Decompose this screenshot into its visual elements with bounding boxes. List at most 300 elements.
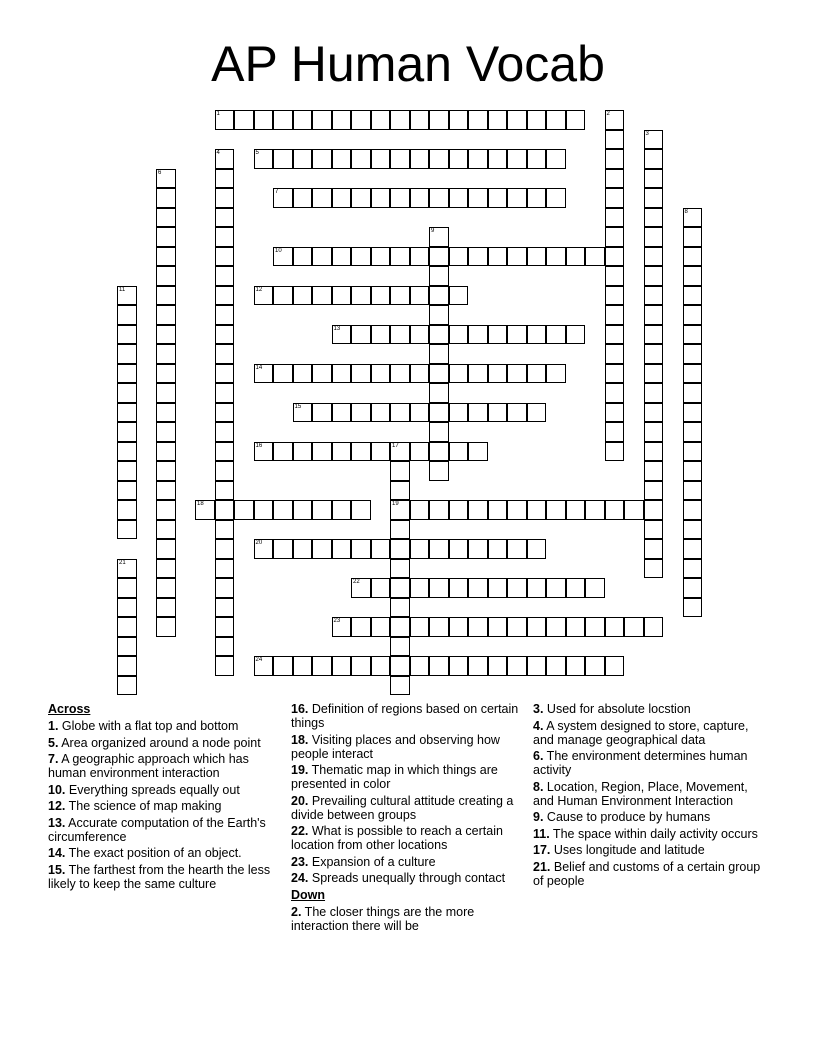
grid-cell[interactable] xyxy=(683,208,703,228)
grid-cell[interactable] xyxy=(351,149,371,169)
grid-cell[interactable] xyxy=(156,227,176,247)
grid-cell[interactable] xyxy=(215,325,235,345)
grid-cell[interactable] xyxy=(273,247,293,267)
grid-cell[interactable] xyxy=(351,578,371,598)
grid-cell[interactable] xyxy=(429,227,449,247)
grid-cell[interactable] xyxy=(351,403,371,423)
grid-cell[interactable] xyxy=(371,110,391,130)
grid-cell[interactable] xyxy=(683,598,703,618)
grid-cell[interactable] xyxy=(351,110,371,130)
grid-cell[interactable] xyxy=(390,461,410,481)
grid-cell[interactable] xyxy=(351,325,371,345)
grid-cell[interactable] xyxy=(468,325,488,345)
grid-cell[interactable] xyxy=(468,110,488,130)
grid-cell[interactable] xyxy=(273,149,293,169)
grid-cell[interactable] xyxy=(429,266,449,286)
grid-cell[interactable] xyxy=(488,578,508,598)
grid-cell[interactable] xyxy=(683,578,703,598)
grid-cell[interactable] xyxy=(390,247,410,267)
grid-cell[interactable] xyxy=(215,247,235,267)
grid-cell[interactable] xyxy=(468,500,488,520)
grid-cell[interactable] xyxy=(429,461,449,481)
grid-cell[interactable] xyxy=(215,364,235,384)
grid-cell[interactable] xyxy=(215,637,235,657)
grid-cell[interactable] xyxy=(293,286,313,306)
grid-cell[interactable] xyxy=(449,442,469,462)
grid-cell[interactable] xyxy=(644,208,664,228)
grid-cell[interactable] xyxy=(351,617,371,637)
grid-cell[interactable] xyxy=(507,656,527,676)
grid-cell[interactable] xyxy=(390,559,410,579)
grid-cell[interactable] xyxy=(117,442,137,462)
grid-cell[interactable] xyxy=(215,461,235,481)
grid-cell[interactable] xyxy=(254,656,274,676)
grid-cell[interactable] xyxy=(683,403,703,423)
grid-cell[interactable] xyxy=(488,500,508,520)
grid-cell[interactable] xyxy=(215,208,235,228)
grid-cell[interactable] xyxy=(117,617,137,637)
grid-cell[interactable] xyxy=(468,149,488,169)
grid-cell[interactable] xyxy=(351,539,371,559)
grid-cell[interactable] xyxy=(566,656,586,676)
grid-cell[interactable] xyxy=(546,247,566,267)
grid-cell[interactable] xyxy=(644,364,664,384)
grid-cell[interactable] xyxy=(117,500,137,520)
grid-cell[interactable] xyxy=(156,500,176,520)
grid-cell[interactable] xyxy=(605,403,625,423)
grid-cell[interactable] xyxy=(644,149,664,169)
grid-cell[interactable] xyxy=(390,481,410,501)
grid-cell[interactable] xyxy=(683,364,703,384)
grid-cell[interactable] xyxy=(644,247,664,267)
grid-cell[interactable] xyxy=(546,578,566,598)
grid-cell[interactable] xyxy=(507,364,527,384)
grid-cell[interactable] xyxy=(429,325,449,345)
grid-cell[interactable] xyxy=(390,598,410,618)
grid-cell[interactable] xyxy=(410,364,430,384)
grid-cell[interactable] xyxy=(273,188,293,208)
grid-cell[interactable] xyxy=(605,325,625,345)
grid-cell[interactable] xyxy=(429,364,449,384)
grid-cell[interactable] xyxy=(117,305,137,325)
grid-cell[interactable] xyxy=(507,247,527,267)
grid-cell[interactable] xyxy=(390,110,410,130)
grid-cell[interactable] xyxy=(371,247,391,267)
grid-cell[interactable] xyxy=(605,364,625,384)
grid-cell[interactable] xyxy=(507,149,527,169)
grid-cell[interactable] xyxy=(390,286,410,306)
grid-cell[interactable] xyxy=(605,169,625,189)
grid-cell[interactable] xyxy=(156,169,176,189)
grid-cell[interactable] xyxy=(156,188,176,208)
grid-cell[interactable] xyxy=(644,227,664,247)
grid-cell[interactable] xyxy=(293,247,313,267)
grid-cell[interactable] xyxy=(429,247,449,267)
grid-cell[interactable] xyxy=(312,500,332,520)
grid-cell[interactable] xyxy=(234,500,254,520)
grid-cell[interactable] xyxy=(117,520,137,540)
grid-cell[interactable] xyxy=(488,539,508,559)
grid-cell[interactable] xyxy=(546,500,566,520)
grid-cell[interactable] xyxy=(215,422,235,442)
grid-cell[interactable] xyxy=(410,149,430,169)
grid-cell[interactable] xyxy=(293,188,313,208)
grid-cell[interactable] xyxy=(605,617,625,637)
grid-cell[interactable] xyxy=(410,539,430,559)
grid-cell[interactable] xyxy=(507,539,527,559)
grid-cell[interactable] xyxy=(507,578,527,598)
grid-cell[interactable] xyxy=(215,227,235,247)
grid-cell[interactable] xyxy=(468,617,488,637)
grid-cell[interactable] xyxy=(156,286,176,306)
grid-cell[interactable] xyxy=(390,578,410,598)
grid-cell[interactable] xyxy=(156,598,176,618)
grid-cell[interactable] xyxy=(156,481,176,501)
grid-cell[interactable] xyxy=(215,383,235,403)
grid-cell[interactable] xyxy=(332,286,352,306)
grid-cell[interactable] xyxy=(449,539,469,559)
grid-cell[interactable] xyxy=(683,539,703,559)
grid-cell[interactable] xyxy=(351,500,371,520)
grid-cell[interactable] xyxy=(215,442,235,462)
grid-cell[interactable] xyxy=(312,286,332,306)
grid-cell[interactable] xyxy=(488,247,508,267)
grid-cell[interactable] xyxy=(371,149,391,169)
grid-cell[interactable] xyxy=(468,442,488,462)
grid-cell[interactable] xyxy=(644,403,664,423)
grid-cell[interactable] xyxy=(605,422,625,442)
grid-cell[interactable] xyxy=(332,364,352,384)
grid-cell[interactable] xyxy=(644,520,664,540)
grid-cell[interactable] xyxy=(254,442,274,462)
grid-cell[interactable] xyxy=(117,364,137,384)
grid-cell[interactable] xyxy=(312,364,332,384)
grid-cell[interactable] xyxy=(429,578,449,598)
grid-cell[interactable] xyxy=(605,286,625,306)
grid-cell[interactable] xyxy=(488,110,508,130)
grid-cell[interactable] xyxy=(215,169,235,189)
grid-cell[interactable] xyxy=(527,110,547,130)
grid-cell[interactable] xyxy=(215,539,235,559)
grid-cell[interactable] xyxy=(449,617,469,637)
grid-cell[interactable] xyxy=(312,403,332,423)
grid-cell[interactable] xyxy=(410,403,430,423)
grid-cell[interactable] xyxy=(156,559,176,579)
grid-cell[interactable] xyxy=(410,656,430,676)
grid-cell[interactable] xyxy=(566,110,586,130)
grid-cell[interactable] xyxy=(117,637,137,657)
grid-cell[interactable] xyxy=(312,188,332,208)
grid-cell[interactable] xyxy=(234,110,254,130)
grid-cell[interactable] xyxy=(390,539,410,559)
grid-cell[interactable] xyxy=(410,442,430,462)
grid-cell[interactable] xyxy=(429,305,449,325)
grid-cell[interactable] xyxy=(644,481,664,501)
grid-cell[interactable] xyxy=(429,500,449,520)
grid-cell[interactable] xyxy=(312,149,332,169)
grid-cell[interactable] xyxy=(527,325,547,345)
grid-cell[interactable] xyxy=(371,188,391,208)
grid-cell[interactable] xyxy=(371,325,391,345)
grid-cell[interactable] xyxy=(683,520,703,540)
grid-cell[interactable] xyxy=(332,539,352,559)
grid-cell[interactable] xyxy=(644,617,664,637)
grid-cell[interactable] xyxy=(273,110,293,130)
grid-cell[interactable] xyxy=(371,403,391,423)
grid-cell[interactable] xyxy=(644,500,664,520)
grid-cell[interactable] xyxy=(527,149,547,169)
grid-cell[interactable] xyxy=(215,266,235,286)
grid-cell[interactable] xyxy=(527,656,547,676)
grid-cell[interactable] xyxy=(156,539,176,559)
grid-cell[interactable] xyxy=(351,247,371,267)
grid-cell[interactable] xyxy=(507,110,527,130)
grid-cell[interactable] xyxy=(546,110,566,130)
grid-cell[interactable] xyxy=(449,188,469,208)
grid-cell[interactable] xyxy=(117,461,137,481)
grid-cell[interactable] xyxy=(527,539,547,559)
grid-cell[interactable] xyxy=(507,617,527,637)
grid-cell[interactable] xyxy=(390,676,410,696)
grid-cell[interactable] xyxy=(468,578,488,598)
grid-cell[interactable] xyxy=(429,188,449,208)
grid-cell[interactable] xyxy=(429,403,449,423)
grid-cell[interactable] xyxy=(351,442,371,462)
grid-cell[interactable] xyxy=(215,481,235,501)
grid-cell[interactable] xyxy=(683,442,703,462)
grid-cell[interactable] xyxy=(429,149,449,169)
grid-cell[interactable] xyxy=(390,500,410,520)
grid-cell[interactable] xyxy=(117,344,137,364)
grid-cell[interactable] xyxy=(449,325,469,345)
grid-cell[interactable] xyxy=(156,461,176,481)
grid-cell[interactable] xyxy=(527,500,547,520)
grid-cell[interactable] xyxy=(527,578,547,598)
grid-cell[interactable] xyxy=(429,110,449,130)
grid-cell[interactable] xyxy=(429,442,449,462)
grid-cell[interactable] xyxy=(605,266,625,286)
grid-cell[interactable] xyxy=(293,403,313,423)
grid-cell[interactable] xyxy=(683,286,703,306)
grid-cell[interactable] xyxy=(585,617,605,637)
grid-cell[interactable] xyxy=(390,520,410,540)
grid-cell[interactable] xyxy=(605,227,625,247)
grid-cell[interactable] xyxy=(605,305,625,325)
grid-cell[interactable] xyxy=(351,188,371,208)
grid-cell[interactable] xyxy=(488,656,508,676)
grid-cell[interactable] xyxy=(371,442,391,462)
grid-cell[interactable] xyxy=(566,578,586,598)
grid-cell[interactable] xyxy=(429,617,449,637)
grid-cell[interactable] xyxy=(449,286,469,306)
grid-cell[interactable] xyxy=(371,539,391,559)
grid-cell[interactable] xyxy=(215,500,235,520)
grid-cell[interactable] xyxy=(254,110,274,130)
grid-cell[interactable] xyxy=(683,500,703,520)
grid-cell[interactable] xyxy=(156,247,176,267)
grid-cell[interactable] xyxy=(527,617,547,637)
grid-cell[interactable] xyxy=(332,500,352,520)
grid-cell[interactable] xyxy=(215,520,235,540)
grid-cell[interactable] xyxy=(644,169,664,189)
grid-cell[interactable] xyxy=(117,676,137,696)
grid-cell[interactable] xyxy=(371,656,391,676)
grid-cell[interactable] xyxy=(312,110,332,130)
grid-cell[interactable] xyxy=(507,325,527,345)
grid-cell[interactable] xyxy=(644,344,664,364)
grid-cell[interactable] xyxy=(293,149,313,169)
grid-cell[interactable] xyxy=(546,364,566,384)
grid-cell[interactable] xyxy=(605,110,625,130)
grid-cell[interactable] xyxy=(273,656,293,676)
grid-cell[interactable] xyxy=(546,188,566,208)
grid-cell[interactable] xyxy=(546,617,566,637)
grid-cell[interactable] xyxy=(390,364,410,384)
grid-cell[interactable] xyxy=(605,442,625,462)
grid-cell[interactable] xyxy=(683,305,703,325)
grid-cell[interactable] xyxy=(273,364,293,384)
grid-cell[interactable] xyxy=(468,364,488,384)
grid-cell[interactable] xyxy=(644,266,664,286)
grid-cell[interactable] xyxy=(449,403,469,423)
grid-cell[interactable] xyxy=(156,325,176,345)
grid-cell[interactable] xyxy=(488,188,508,208)
grid-cell[interactable] xyxy=(683,344,703,364)
grid-cell[interactable] xyxy=(117,286,137,306)
grid-cell[interactable] xyxy=(449,149,469,169)
grid-cell[interactable] xyxy=(683,481,703,501)
grid-cell[interactable] xyxy=(527,364,547,384)
grid-cell[interactable] xyxy=(410,578,430,598)
grid-cell[interactable] xyxy=(449,247,469,267)
grid-cell[interactable] xyxy=(215,188,235,208)
grid-cell[interactable] xyxy=(371,364,391,384)
grid-cell[interactable] xyxy=(117,559,137,579)
grid-cell[interactable] xyxy=(156,208,176,228)
grid-cell[interactable] xyxy=(683,559,703,579)
grid-cell[interactable] xyxy=(332,188,352,208)
grid-cell[interactable] xyxy=(293,442,313,462)
grid-cell[interactable] xyxy=(507,500,527,520)
grid-cell[interactable] xyxy=(156,617,176,637)
grid-cell[interactable] xyxy=(390,637,410,657)
grid-cell[interactable] xyxy=(254,364,274,384)
grid-cell[interactable] xyxy=(312,656,332,676)
grid-cell[interactable] xyxy=(156,383,176,403)
grid-cell[interactable] xyxy=(605,500,625,520)
grid-cell[interactable] xyxy=(527,403,547,423)
grid-cell[interactable] xyxy=(449,656,469,676)
grid-cell[interactable] xyxy=(156,442,176,462)
grid-cell[interactable] xyxy=(254,539,274,559)
grid-cell[interactable] xyxy=(605,656,625,676)
grid-cell[interactable] xyxy=(429,286,449,306)
grid-cell[interactable] xyxy=(488,325,508,345)
grid-cell[interactable] xyxy=(390,656,410,676)
grid-cell[interactable] xyxy=(312,247,332,267)
grid-cell[interactable] xyxy=(195,500,215,520)
grid-cell[interactable] xyxy=(215,110,235,130)
grid-cell[interactable] xyxy=(410,286,430,306)
grid-cell[interactable] xyxy=(644,461,664,481)
grid-cell[interactable] xyxy=(644,286,664,306)
grid-cell[interactable] xyxy=(371,286,391,306)
grid-cell[interactable] xyxy=(410,617,430,637)
grid-cell[interactable] xyxy=(429,383,449,403)
grid-cell[interactable] xyxy=(371,617,391,637)
grid-cell[interactable] xyxy=(644,188,664,208)
grid-cell[interactable] xyxy=(351,364,371,384)
grid-cell[interactable] xyxy=(410,325,430,345)
grid-cell[interactable] xyxy=(293,110,313,130)
grid-cell[interactable] xyxy=(507,403,527,423)
grid-cell[interactable] xyxy=(117,403,137,423)
grid-cell[interactable] xyxy=(332,617,352,637)
grid-cell[interactable] xyxy=(332,325,352,345)
grid-cell[interactable] xyxy=(215,598,235,618)
grid-cell[interactable] xyxy=(488,149,508,169)
grid-cell[interactable] xyxy=(273,286,293,306)
grid-cell[interactable] xyxy=(585,578,605,598)
grid-cell[interactable] xyxy=(605,383,625,403)
grid-cell[interactable] xyxy=(215,344,235,364)
grid-cell[interactable] xyxy=(468,247,488,267)
grid-cell[interactable] xyxy=(683,325,703,345)
grid-cell[interactable] xyxy=(332,656,352,676)
grid-cell[interactable] xyxy=(644,422,664,442)
grid-cell[interactable] xyxy=(254,500,274,520)
grid-cell[interactable] xyxy=(644,539,664,559)
grid-cell[interactable] xyxy=(429,656,449,676)
grid-cell[interactable] xyxy=(156,520,176,540)
grid-cell[interactable] xyxy=(449,364,469,384)
grid-cell[interactable] xyxy=(410,247,430,267)
grid-cell[interactable] xyxy=(215,578,235,598)
grid-cell[interactable] xyxy=(410,188,430,208)
grid-cell[interactable] xyxy=(156,422,176,442)
grid-cell[interactable] xyxy=(156,266,176,286)
grid-cell[interactable] xyxy=(449,500,469,520)
grid-cell[interactable] xyxy=(215,656,235,676)
grid-cell[interactable] xyxy=(117,325,137,345)
grid-cell[interactable] xyxy=(156,578,176,598)
grid-cell[interactable] xyxy=(215,286,235,306)
grid-cell[interactable] xyxy=(351,656,371,676)
grid-cell[interactable] xyxy=(332,442,352,462)
grid-cell[interactable] xyxy=(585,656,605,676)
grid-cell[interactable] xyxy=(215,305,235,325)
grid-cell[interactable] xyxy=(156,364,176,384)
grid-cell[interactable] xyxy=(468,403,488,423)
grid-cell[interactable] xyxy=(683,461,703,481)
grid-cell[interactable] xyxy=(546,656,566,676)
grid-cell[interactable] xyxy=(293,500,313,520)
grid-cell[interactable] xyxy=(566,617,586,637)
grid-cell[interactable] xyxy=(293,539,313,559)
grid-cell[interactable] xyxy=(449,578,469,598)
grid-cell[interactable] xyxy=(312,442,332,462)
grid-cell[interactable] xyxy=(215,403,235,423)
grid-cell[interactable] xyxy=(605,188,625,208)
grid-cell[interactable] xyxy=(644,130,664,150)
grid-cell[interactable] xyxy=(390,617,410,637)
grid-cell[interactable] xyxy=(468,188,488,208)
grid-cell[interactable] xyxy=(527,247,547,267)
grid-cell[interactable] xyxy=(332,247,352,267)
grid-cell[interactable] xyxy=(683,383,703,403)
grid-cell[interactable] xyxy=(644,325,664,345)
grid-cell[interactable] xyxy=(683,422,703,442)
